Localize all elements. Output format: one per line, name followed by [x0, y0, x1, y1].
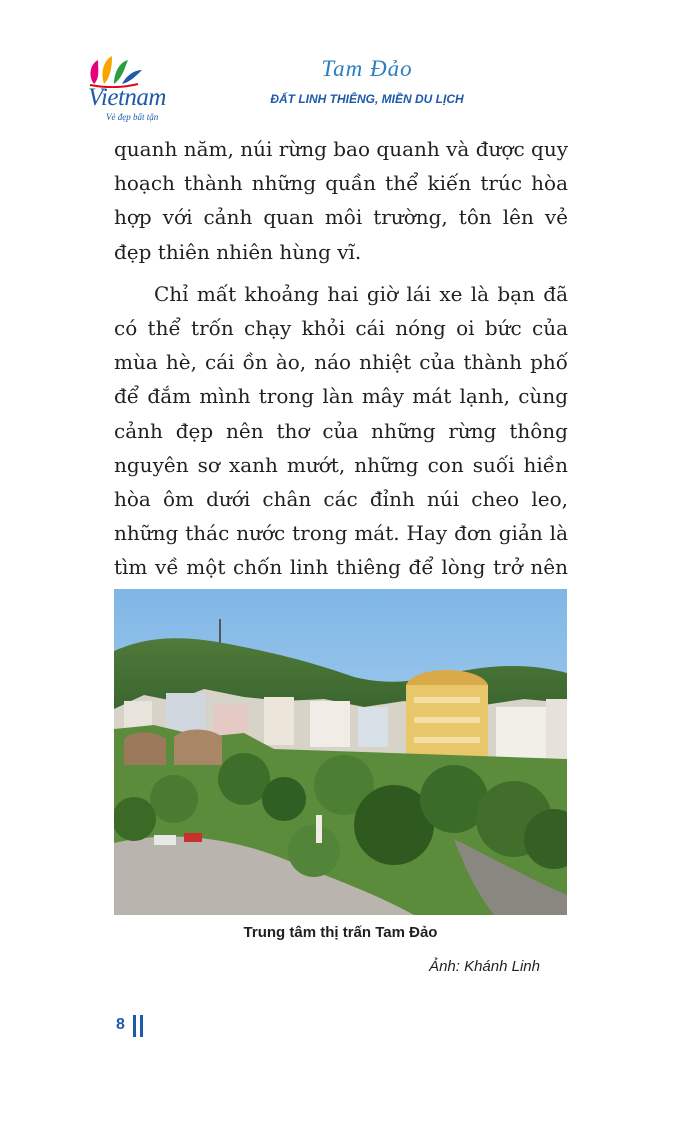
header-title: Tam Đảo	[321, 56, 413, 81]
paragraph-1: quanh năm, núi rừng bao quanh và được quy hoạch thành những quần thể kiến trúc hòa hợp với cảnh quan môi trường, tôn lên vẻ đẹp thiên nhiên hùng vĩ.	[114, 137, 568, 264]
logo-slogan: Vẻ đẹp bất tận	[106, 112, 159, 122]
paragraph-2: Chỉ mất khoảng hai giờ lái xe là bạn đã có thể trốn chạy khỏi cái nóng oi bức của mùa hè, cái ồn ào, náo nhiệt của thành phố để đắm mình trong làn mây mát lạnh, cùng cảnh đẹp nên thơ của những rừng thông nguyên sơ xanh mướt, những con suối hiền hòa ôm dưới chân các đỉnh núi cheo leo, những thác nước trong mát. Hay đơn giản là tìm về một chốn linh thiêng để lòng trở nên	[114, 281, 568, 580]
town-center-photo	[114, 589, 567, 915]
logo-wordmark: Vietnam	[88, 84, 166, 111]
header-subtitle: ĐẤT LINH THIÊNG, MIỀN DU LỊCH	[270, 92, 464, 106]
body-text	[114, 132, 568, 619]
lotus-flower-icon	[86, 54, 146, 88]
page-number-bars	[133, 1015, 145, 1037]
vietnam-tourism-logo	[76, 54, 186, 126]
page-number: 8	[116, 1016, 125, 1033]
photo-credit: Ảnh: Khánh Linh	[429, 958, 540, 975]
photo-caption: Trung tâm thị trấn Tam Đảo	[243, 924, 438, 941]
